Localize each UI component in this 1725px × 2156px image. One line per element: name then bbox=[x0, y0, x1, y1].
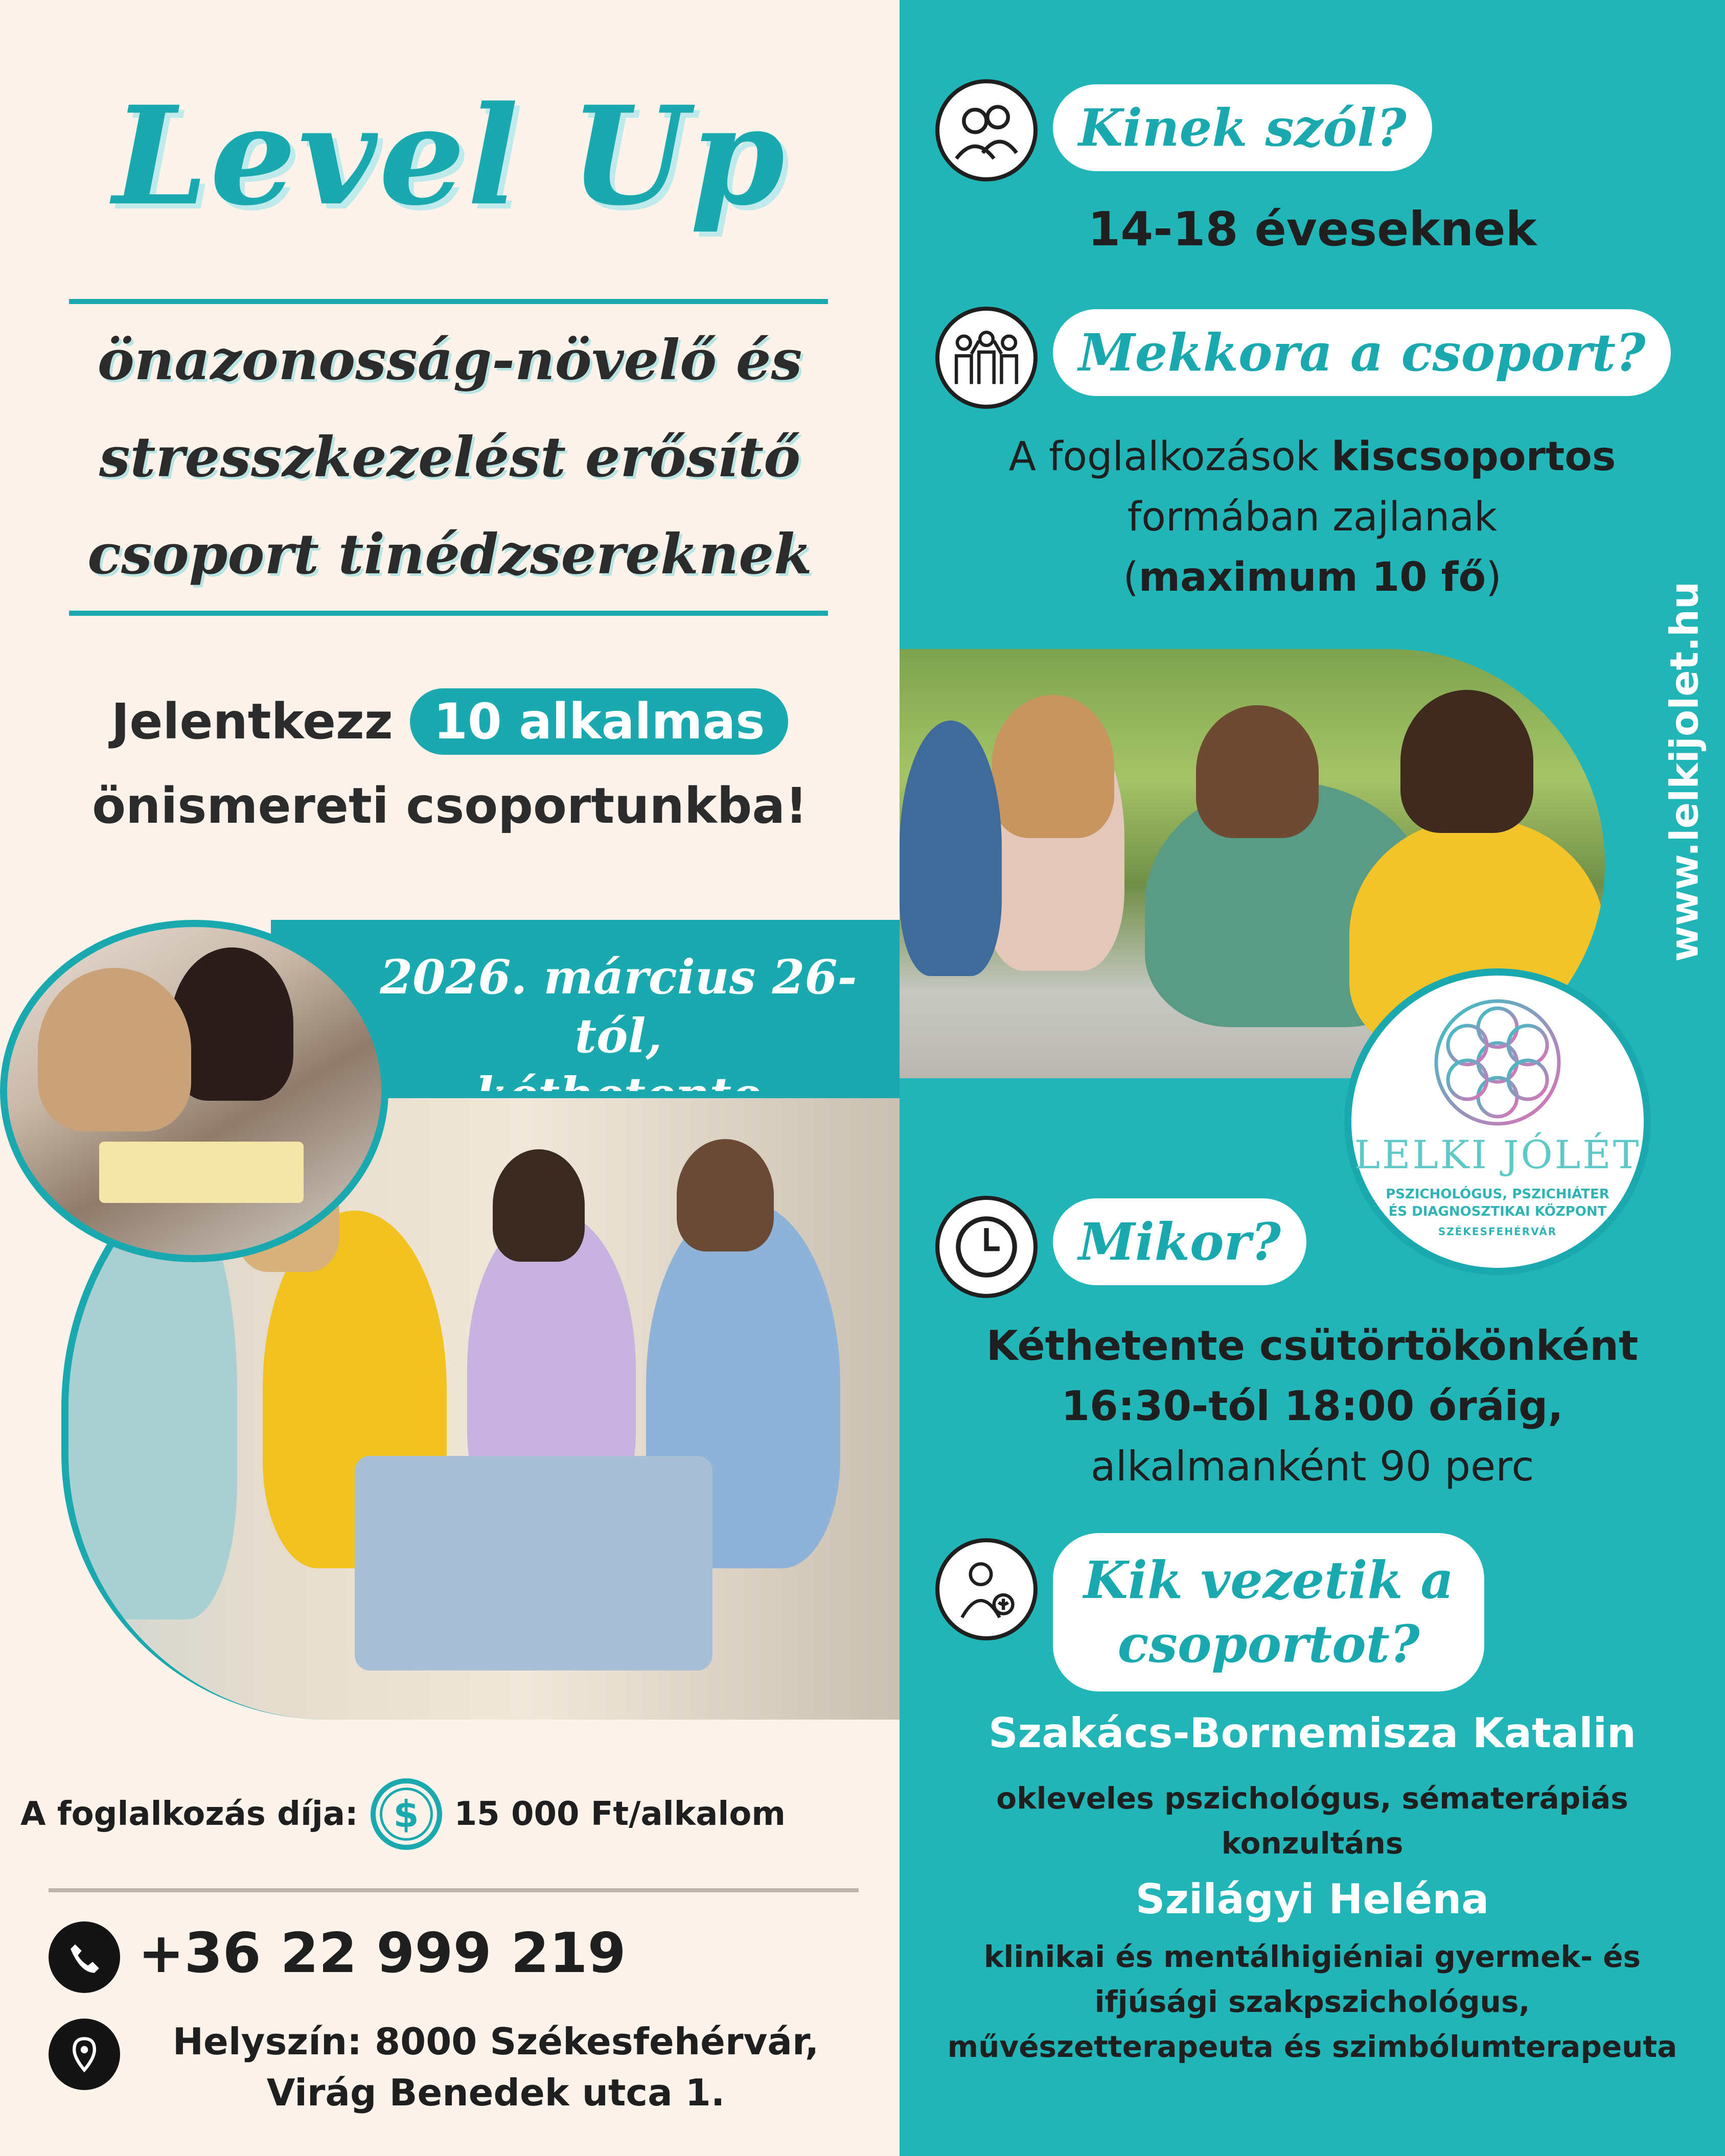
answer-size: A foglalkozások kiscsoportos formában zajlanak (maximum 10 fő) bbox=[1008, 434, 1616, 600]
teenagers-icon bbox=[935, 79, 1038, 181]
title-rule-bottom bbox=[69, 611, 828, 616]
question-who: Kinek szól? bbox=[1053, 84, 1432, 171]
answer-when: Kéthetente csütörtökönként 16:30-tól 18:00 óráig, alkalmanként 90 perc bbox=[986, 1322, 1639, 1490]
poster-subtitle bbox=[20, 312, 879, 603]
logo-city: SZÉKESFEHÉRVÁR bbox=[1438, 1225, 1557, 1238]
start-date: 2026. március 26-tól, bbox=[380, 949, 857, 1063]
fee-label: A foglalkozás díja: bbox=[20, 1795, 358, 1833]
website-url[interactable]: www.lelkijolet.hu bbox=[1661, 581, 1707, 962]
poster-title: Level Up bbox=[112, 77, 787, 236]
location-pin-icon bbox=[49, 2019, 120, 2090]
answer-who: 14-18 éveseknek bbox=[1088, 202, 1537, 257]
subtitle-line: csoport tinédzsereknek bbox=[87, 522, 812, 587]
subtitle-line: önazonosság-növelő és bbox=[97, 328, 802, 392]
title-rule-top bbox=[69, 299, 828, 304]
leader-2-role: klinikai és mentálhigiéniai gyermek- és ifjúsági szakpszichológus, művészetterapeuta és szimbólumterapeuta bbox=[947, 1939, 1677, 2064]
subtitle-line: stresszkezelést erősítő bbox=[99, 425, 801, 490]
psychologist-icon bbox=[935, 1538, 1038, 1640]
sessions-pill: 10 alkalmas bbox=[410, 688, 788, 755]
phone-number[interactable]: +36 22 999 219 bbox=[138, 1921, 626, 1985]
clock-icon bbox=[935, 1196, 1038, 1298]
leader-1-name: Szakács-Bornemisza Katalin bbox=[988, 1709, 1636, 1757]
question-leaders: Kik vezetik a csoportot? bbox=[1053, 1533, 1484, 1691]
craft-activity-photo bbox=[0, 920, 388, 1262]
logo-subtitle: PSZICHOLÓGUS, PSZICHIÁTER ÉS DIAGNOSZTIKAI KÖZPONT bbox=[1386, 1187, 1609, 1219]
question-size: Mekkora a csoport? bbox=[1053, 309, 1671, 396]
divider bbox=[49, 1888, 859, 1892]
fee-row bbox=[20, 1778, 889, 1850]
join-callout bbox=[20, 680, 879, 848]
group-people-icon bbox=[935, 307, 1038, 409]
join-text: Jelentkezz bbox=[111, 693, 393, 750]
fee-value: 15 000 Ft/alkalom bbox=[454, 1795, 786, 1833]
leader-1-role: okleveles pszichológus, sématerápiás konzultáns bbox=[996, 1781, 1628, 1861]
dollar-icon: $ bbox=[371, 1778, 442, 1850]
join-text-line2: önismereti csoportunkba! bbox=[92, 777, 808, 834]
phone-icon bbox=[49, 1921, 120, 1993]
leader-2-name: Szilágyi Heléna bbox=[1135, 1875, 1489, 1923]
question-when: Mikor? bbox=[1053, 1198, 1306, 1285]
flower-mandala-icon bbox=[1421, 986, 1574, 1139]
logo-name: LELKI JÓLÉT bbox=[1354, 1132, 1641, 1177]
address: Helyszín: 8000 Székesfehérvár, Virág Benedek utca 1. bbox=[172, 2020, 819, 2114]
